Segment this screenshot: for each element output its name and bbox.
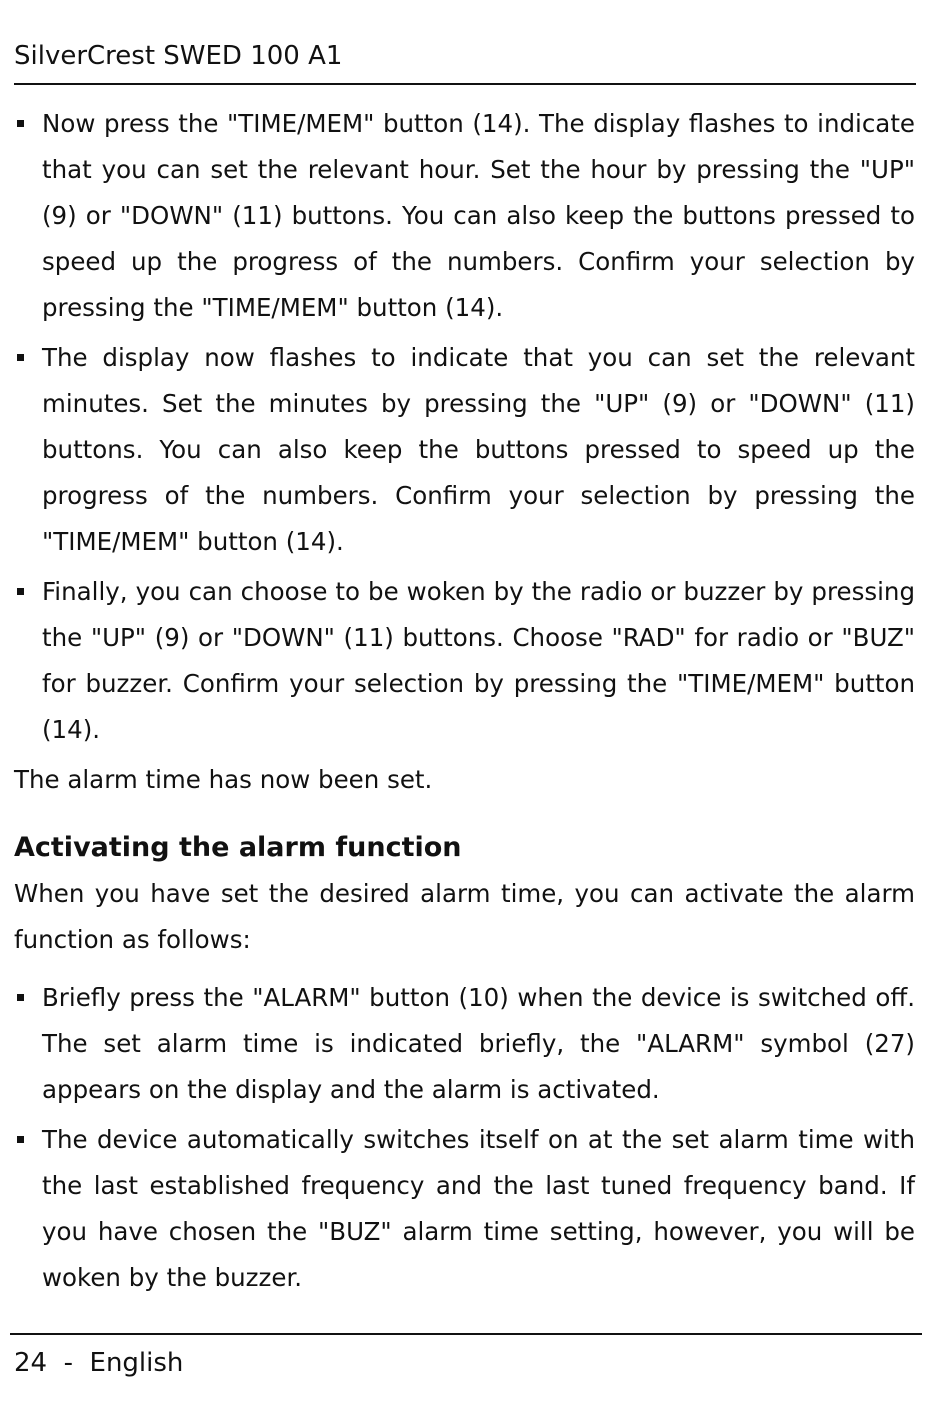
alarm-set-confirmation: The alarm time has now been set.	[14, 765, 433, 794]
page-number-label: 24 - English	[14, 1348, 184, 1378]
list-item-text: Finally, you can choose to be woken by the radio or buzzer by pressing the "UP" (9) or "DOWN" (11) buttons. Choose "RAD" for radio or "BUZ" for buzzer. Confirm your selection by pressing the "TIME/MEM" button (14).	[42, 577, 915, 744]
square-bullet-icon	[17, 588, 24, 595]
square-bullet-icon	[17, 354, 24, 361]
list-item-text: Now press the "TIME/MEM" button (14). The display flashes to indicate that you can set the relevant hour. Set the hour by pressing the "UP" (9) or "DOWN" (11) buttons. You can also keep the buttons pressed to speed up the progress of the numbers. Confirm your selection by pressing the "TIME/MEM" button (14).	[42, 109, 915, 322]
square-bullet-icon	[17, 994, 24, 1001]
list-item-text: The device automatically switches itself on at the set alarm time with the last established frequency and the last tuned frequency band. If you have chosen the "BUZ" alarm time setting, however, you will be woken by the buzzer.	[42, 1125, 915, 1292]
page-header	[14, 36, 916, 85]
list-item-text: Briefly press the "ALARM" button (10) when the device is switched off. The set alarm time is indicated briefly, the "ALARM" symbol (27) appears on the display and the alarm is activated.	[42, 983, 915, 1104]
list-item	[14, 975, 915, 1113]
page-footer	[10, 1333, 922, 1391]
list-item	[14, 1117, 915, 1301]
manual-content	[14, 101, 915, 1305]
list-item	[14, 335, 915, 565]
list-item	[14, 101, 915, 331]
section-heading: Activating the alarm function	[14, 832, 462, 863]
square-bullet-icon	[17, 1136, 24, 1143]
alarm-activation-steps	[14, 975, 915, 1301]
alarm-setup-steps	[14, 101, 915, 753]
list-item-text: The display now flashes to indicate that you can set the relevant minutes. Set the minutes by pressing the "UP" (9) or "DOWN" (11) buttons. You can also keep the buttons pressed to speed up the progress of the numbers. Confirm your selection by pressing the "TIME/MEM" button (14).	[42, 343, 915, 556]
section-intro: When you have set the desired alarm time, you can activate the alarm function as follows:	[14, 879, 915, 954]
square-bullet-icon	[17, 120, 24, 127]
header-title: SilverCrest SWED 100 A1	[14, 41, 343, 71]
list-item	[14, 569, 915, 753]
